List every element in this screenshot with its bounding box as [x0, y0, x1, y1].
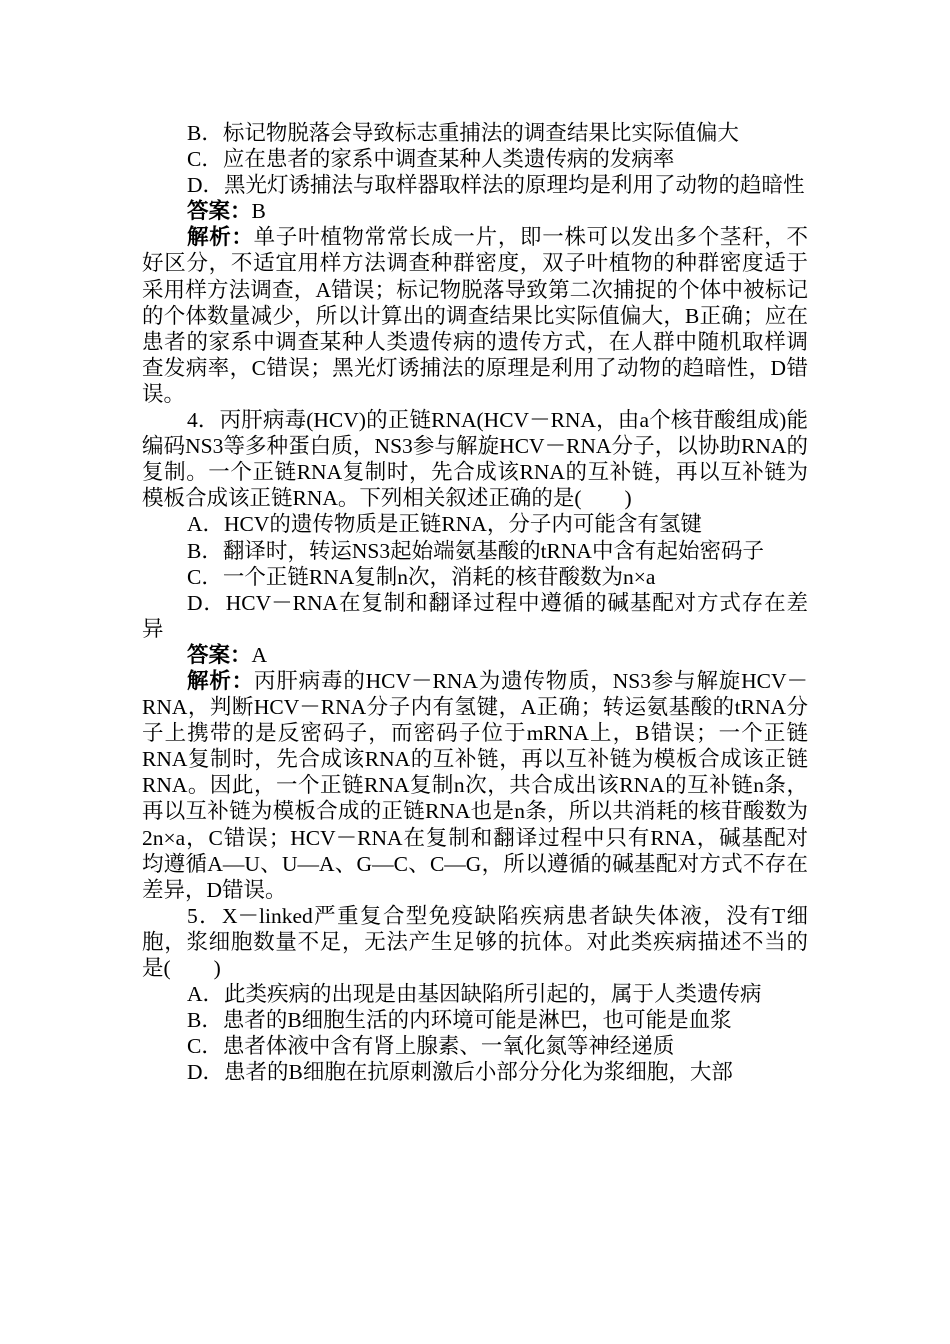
analysis-label: 解析：	[187, 668, 254, 693]
analysis-label: 解析：	[187, 225, 254, 250]
q5-option-b: B．患者的B细胞生活的内环境可能是淋巴，也可能是血浆	[187, 1008, 732, 1033]
q4-option-c: C．一个正链RNA复制n次，消耗的核苷酸数为n×a	[187, 564, 656, 589]
q3-option-c: C．应在患者的家系中调查某种人类遗传病的发病率	[187, 147, 675, 172]
q5-stem: 5．X－linked严重复合型免疫缺陷疾病患者缺失体液，没有T细胞，浆细胞数量不足，无法产生足够的抗体。对此类疾病描述不当的是( )	[142, 903, 808, 980]
q5-option-d: D．患者的B细胞在抗原刺激后小部分分化为浆细胞，大部	[187, 1060, 733, 1085]
q3-analysis	[142, 224, 808, 407]
answer-label: 答案：	[187, 642, 252, 667]
q4-option-a: A．HCV的遗传物质是正链RNA，分子内可能含有氢键	[187, 512, 702, 537]
q3-option-b: B．标记物脱落会导致标志重捕法的调查结果比实际值偏大	[187, 121, 739, 145]
q5-option-a: A．此类疾病的出现是由基因缺陷所引起的，属于人类遗传病	[187, 982, 762, 1007]
q4-option-d: D．HCV－RNA在复制和翻译过程中遵循的碱基配对方式存在差异	[142, 590, 808, 641]
answer-label: 答案：	[187, 199, 252, 224]
q3-answer	[142, 198, 808, 224]
answer-value: A	[251, 642, 268, 667]
q4-analysis	[142, 668, 808, 903]
document-page	[142, 120, 808, 1085]
q4-stem: 4．丙肝病毒(HCV)的正链RNA(HCV－RNA，由a个核苷酸组成)能编码NS3等多种蛋白质，NS3参与解旋HCV－RNA分子，以协助RNA的复制。一个正链RNA复制时，先合成该RNA的互补链，再以互补链为模板合成该正链RNA。下列相关叙述正确的是( )	[142, 408, 808, 511]
analysis-text: 丙肝病毒的HCV－RNA为遗传物质，NS3参与解旋HCV－RNA，判断HCV－RNA分子内有氢键，A正确；转运氨基酸的tRNA分子上携带的是反密码子，而密码子位于mRNA上，B错误；一个正链RNA复制时，先合成该RNA的互补链，再以互补链为模板合成该正链RNA。因此，一个正链RNA复制n次，共合成出该RNA的互补链n条，再以互补链为模板合成的正链RNA也是n条，所以共消耗的核苷酸数为2n×a，C错误；HCV－RNA在复制和翻译过程中只有RNA，碱基配对均遵循A—U、U—A、G—C、C—G，所以遵循的碱基配对方式不存在差异，D错误。	[142, 668, 808, 902]
answer-value: B	[251, 199, 266, 224]
q4-option-b: B．翻译时，转运NS3起始端氨基酸的tRNA中含有起始密码子	[187, 538, 764, 563]
q5-option-c: C．患者体液中含有肾上腺素、一氧化氮等神经递质	[187, 1034, 675, 1059]
q3-option-d: D．黑光灯诱捕法与取样器取样法的原理均是利用了动物的趋暗性	[187, 173, 805, 198]
analysis-text: 单子叶植物常常长成一片，即一株可以发出多个茎秆，不好区分，不适宜用样方法调查种群密度，双子叶植物的种群密度适于采用样方法调查，A错误；标记物脱落导致第二次捕捉的个体中被标记的个体数量减少，所以计算出的调查结果比实际值偏大，B正确；应在患者的家系中调查某种人类遗传病的遗传方式，在人群中随机取样调查发病率，C错误；黑光灯诱捕法的原理是利用了动物的趋暗性，D错误。	[142, 225, 808, 406]
q4-answer	[142, 642, 808, 668]
